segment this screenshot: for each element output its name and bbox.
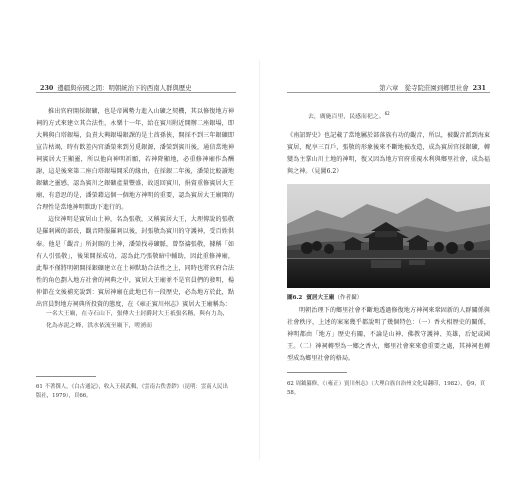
figure-caption-number: 圖6.2 bbox=[287, 295, 303, 301]
footnote-ref-62: 62 bbox=[384, 111, 390, 116]
right-page-number: 231 bbox=[472, 84, 486, 92]
figure-caption-line bbox=[287, 293, 490, 303]
right-quote-text: 去，廣施百里，民感而祀之。 bbox=[308, 113, 385, 120]
figure-caption-title: 賓居大王廟 bbox=[306, 295, 335, 301]
left-page-number: 230 bbox=[40, 84, 54, 92]
right-running-head-text: 第六章 從寺院莊園到鄉里社會 bbox=[379, 84, 469, 92]
left-footnote-rule bbox=[36, 376, 96, 377]
left-paragraph-2: 這位神明是賓居山土神，名為張敬，又稱賓居大王，大理傳說的張敬是羅剎國的部長，觀音降服羅剎以後，封張敬為賓川的守護神，受百姓供奉。他是「觀音」所封賜的土神，潘榮找尋礦脈，曾祭禱張敬，據稱「如有人引張敬」，後果開採成功，認為此乃張敬暗中輔助，因此重修神廟，此舉不僅將明朝開採銀礦建立在土神默助合法性之上，同時也將官府合法性的角色劃入地方社會的祠典之中，賓居大王廟並不是官員們的發明，楊仲節在文後補充說到：賓居神廟在此地已有一段歷史，必為地方於此，點出官員對地方祠典所投資的態度，在《雍正賓川州志》賓居大王廟稱為： bbox=[36, 216, 234, 308]
left-running-head bbox=[36, 83, 192, 92]
right-paragraph-1: 《南詔野史》也記載了當地屬於部落族有功的觀音，所以，被觀音派到海東賓居，配享三百戶，張敬的形象後來不斷地被改造，成為賓居官採銀礦，轉變為主掌山川土地的神明，復又因為地方官府重視水利與鄉里社會，成為福與之神。（見圖6.2） bbox=[287, 132, 490, 176]
left-footnote: 61 不著撰人，《白古通記》，收入王叔武輯，《雲南古佚書鈔》（昆明：雲南人民出版社，1979），頁66。 bbox=[36, 384, 228, 399]
right-footnote: 62 周鉞纂修，《（雍正）賓川州志》（大理白族自治州文化局翻印，1982），卷9，頁58。 bbox=[287, 381, 486, 396]
temple-photo bbox=[287, 184, 490, 288]
figure-caption-credit: （作者攝） bbox=[334, 295, 363, 301]
left-running-head-text: 邊疆與帝國之間：明朝統治下的西南人群與歷史 bbox=[57, 84, 192, 92]
right-block-quote bbox=[308, 108, 490, 123]
left-body-text bbox=[36, 106, 234, 311]
right-running-head bbox=[379, 83, 490, 92]
right-page bbox=[260, 0, 520, 500]
left-block-quote: 一名大王廟，在寺石山下，張傳大士封爵封大王祇張名稱，與有力為，化為赤泥之峰，洪水依流至廟下，嗟湧而 bbox=[46, 311, 229, 329]
right-paragraph-2 bbox=[287, 293, 490, 365]
left-header-rule bbox=[36, 92, 236, 93]
left-paragraph-1: 推出官府開採銀礦，也是帝國勢力進入山礦之契機，其以修復地方神祠的方式來建立其合法性，永樂十一年，給在賓川附近開辦二座銀場，即大興與白塔銀場，負責大興銀場銀課的是土酋孫俠，開採不到三年銀礦即宣告枯竭，時有飲差內官潘榮來到另覓銀源，潘榮到賓川後，通信當地神祠賓居大王顯靈，所以他向神明祈願，若神降顯地，必重修神廟作為酬謝，這是後來第二座白塔銀場開采的緣由，在採銀二年後，潘榮比較讀地銀礦之靈感，認為賓川之銀礦產量豐盛，故返回賓川，捐資重修賓居大王廟，有意思的是，潘榮藉這個一個地方神明的重要，認為賓居大王廟開的合理性是當地神明默助下進行的。 bbox=[36, 108, 234, 212]
right-header-rule bbox=[287, 92, 490, 93]
right-footnote-rule bbox=[287, 372, 347, 373]
right-paragraph-2-text: 明朝治理下的鄉里社會不斷地透過修復地方神祠來鞏固新的人群關係與社會秩序，上述的案案幾乎都說明了幾個特色：（一）香火相歷史的關係，神明都由「地方」歷史有關，不論是山神、佛教守護神、英雄，后妃或國王。（二）神祠轉型為一鄉之香火，鄉里社會來來愈重要之處，其神祠也轉型成為鄉里社會的格局。 bbox=[287, 307, 490, 363]
